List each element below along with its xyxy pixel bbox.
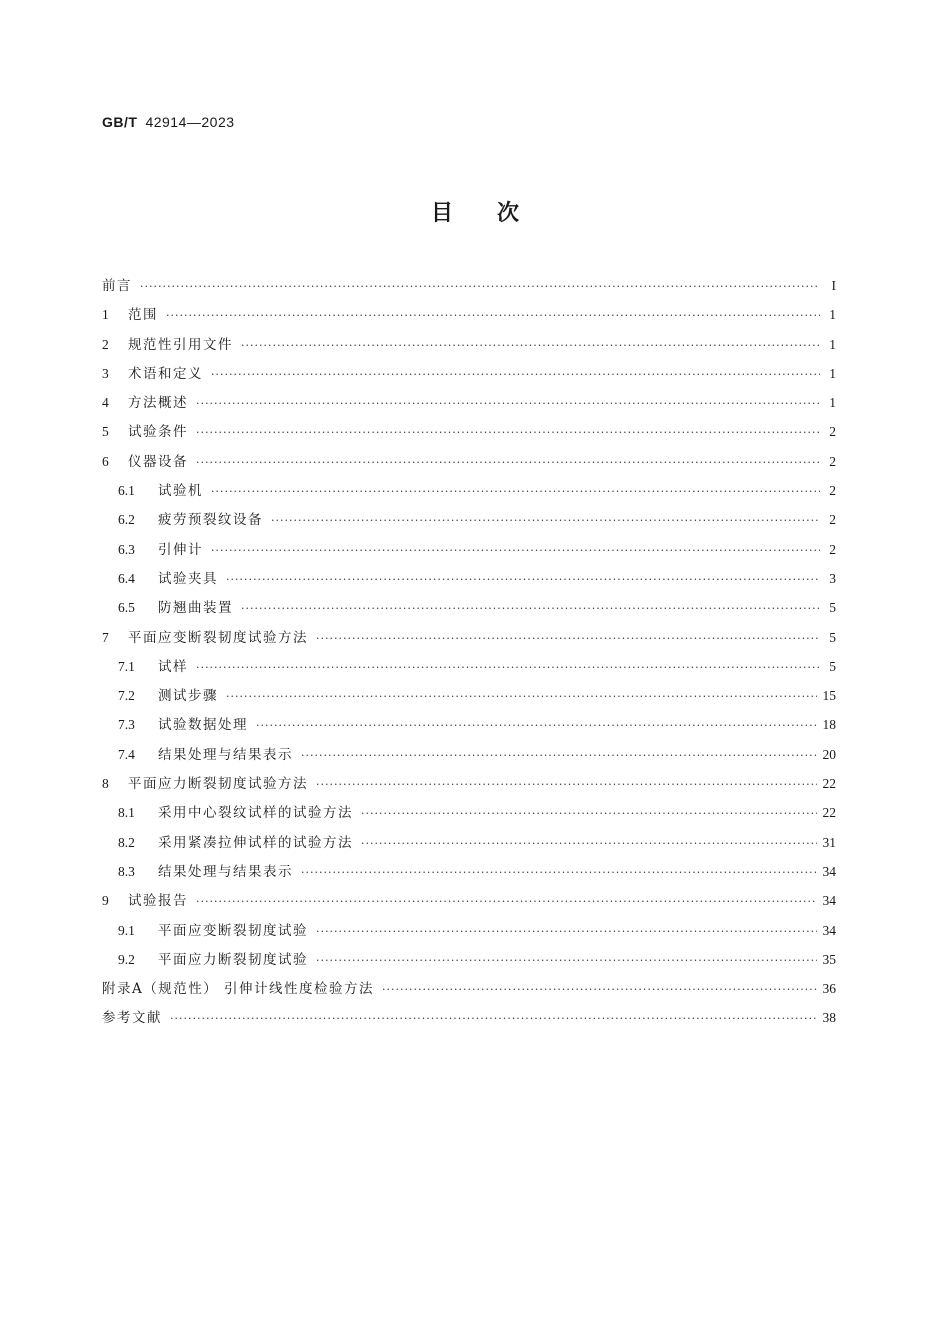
toc-entry-label: 平面应变断裂韧度试验方法	[128, 629, 308, 646]
toc-entry[interactable]	[102, 652, 836, 681]
toc-entry-label: 平面应力断裂韧度试验	[158, 951, 308, 968]
toc-entry[interactable]	[102, 710, 836, 739]
page-title: 目次	[430, 201, 563, 226]
toc-leader-dots	[211, 536, 820, 565]
toc-entry-label: 采用中心裂纹试样的试验方法	[158, 805, 353, 822]
toc-leader-dots	[170, 1004, 817, 1033]
toc-leader-dots	[211, 477, 820, 506]
table-of-contents	[102, 271, 836, 1033]
toc-leader-dots	[226, 682, 817, 711]
toc-entry[interactable]	[102, 476, 836, 505]
toc-entry-number: 7.3	[118, 717, 135, 733]
toc-entry-number: 6.3	[118, 541, 135, 557]
toc-entry-page: 20	[822, 746, 836, 762]
toc-leader-dots	[196, 887, 817, 916]
toc-entry-label: 试验报告	[128, 893, 188, 910]
toc-entry-page: 35	[822, 951, 836, 967]
toc-leader-dots	[361, 829, 817, 858]
toc-entry-number: 6.2	[118, 512, 135, 528]
toc-entry[interactable]	[102, 388, 836, 417]
toc-entry[interactable]	[102, 623, 836, 652]
toc-entry-number: 6.1	[118, 483, 135, 499]
standard-code-prefix: GB/T	[102, 114, 138, 130]
toc-leader-dots	[241, 331, 820, 360]
toc-entry-label: 规范性引用文件	[128, 336, 233, 353]
toc-entry-label: 仪器设备	[128, 453, 188, 470]
toc-entry-number: 7	[102, 629, 109, 645]
toc-entry-number: 6.4	[118, 570, 135, 586]
toc-entry-number: 8	[102, 776, 109, 792]
toc-entry[interactable]	[102, 447, 836, 476]
toc-entry-number: 7.1	[118, 658, 135, 674]
toc-entry-number: 9.1	[118, 922, 135, 938]
toc-entry[interactable]	[102, 330, 836, 359]
toc-entry[interactable]	[102, 505, 836, 534]
toc-entry-label: 试验机	[158, 483, 203, 500]
toc-entry-label: 采用紧凑拉伸试样的试验方法	[158, 834, 353, 851]
toc-entry-label: 结果处理与结果表示	[158, 746, 293, 763]
toc-entry[interactable]	[102, 417, 836, 446]
standard-code	[102, 114, 235, 130]
toc-entry-number: 8.3	[118, 863, 135, 879]
toc-entry-page: 1	[829, 365, 836, 381]
toc-entry-label: 试验条件	[128, 424, 188, 441]
toc-leader-dots	[316, 770, 817, 799]
toc-entry[interactable]	[102, 1003, 836, 1032]
toc-entry-number: 6.5	[118, 600, 135, 616]
toc-leader-dots	[301, 741, 817, 770]
toc-entry[interactable]	[102, 828, 836, 857]
toc-entry-page: 22	[822, 805, 836, 821]
toc-entry-page: 5	[829, 629, 836, 645]
toc-entry[interactable]	[102, 945, 836, 974]
toc-entry[interactable]	[102, 300, 836, 329]
toc-entry[interactable]	[102, 857, 836, 886]
toc-leader-dots	[226, 565, 820, 594]
toc-leader-dots	[211, 360, 820, 389]
toc-entry-page: 22	[822, 776, 836, 792]
toc-leader-dots	[241, 594, 820, 623]
toc-entry-number: 3	[102, 365, 109, 381]
toc-entry-label: 引伸计	[158, 541, 203, 558]
toc-entry[interactable]	[102, 740, 836, 769]
toc-entry[interactable]	[102, 769, 836, 798]
toc-entry-number: 2	[102, 336, 109, 352]
toc-entry-label: 方法概述	[128, 395, 188, 412]
toc-leader-dots	[166, 301, 820, 330]
toc-entry-label: 术语和定义	[128, 365, 203, 382]
toc-entry-label: 疲劳预裂纹设备	[158, 512, 263, 529]
toc-entry-number: 7.2	[118, 688, 135, 704]
toc-entry-number: 7.4	[118, 746, 135, 762]
toc-entry-page: 2	[829, 424, 836, 440]
toc-entry[interactable]	[102, 974, 836, 1003]
toc-entry[interactable]	[102, 798, 836, 827]
toc-entry-label: 范围	[128, 307, 158, 324]
toc-entry-number: 4	[102, 395, 109, 411]
toc-leader-dots	[196, 653, 820, 682]
toc-leader-dots	[196, 389, 820, 418]
toc-leader-dots	[316, 917, 817, 946]
toc-entry-number: 8.2	[118, 834, 135, 850]
toc-entry[interactable]	[102, 593, 836, 622]
toc-entry-number: 9	[102, 893, 109, 909]
toc-entry-label: 测试步骤	[158, 688, 218, 705]
toc-entry-label: 参考文献	[102, 1010, 162, 1027]
toc-leader-dots	[361, 799, 817, 828]
toc-leader-dots	[316, 624, 820, 653]
toc-entry-page: 36	[822, 981, 836, 997]
toc-entry-label: 试验数据处理	[158, 717, 248, 734]
toc-entry-label: 结果处理与结果表示	[158, 863, 293, 880]
toc-entry[interactable]	[102, 359, 836, 388]
toc-entry-page: 2	[829, 512, 836, 528]
toc-entry-page: 34	[822, 863, 836, 879]
toc-entry-page: 3	[829, 570, 836, 586]
toc-entry-page: 1	[829, 307, 836, 323]
toc-entry-page: 18	[822, 717, 836, 733]
toc-entry[interactable]	[102, 535, 836, 564]
toc-entry-page: 5	[829, 658, 836, 674]
toc-entry-page: 15	[822, 688, 836, 704]
toc-entry-page: 31	[822, 834, 836, 850]
toc-entry[interactable]	[102, 271, 836, 300]
toc-leader-dots	[196, 448, 820, 477]
toc-entry-label: 前言	[102, 278, 132, 294]
toc-entry-page: 1	[829, 395, 836, 411]
toc-entry-page: 2	[829, 541, 836, 557]
toc-entry[interactable]	[102, 681, 836, 710]
toc-entry-label: 附录A（规范性） 引伸计线性度检验方法	[102, 981, 375, 998]
toc-entry-number: 6	[102, 453, 109, 469]
toc-entry-label: 平面应力断裂韧度试验方法	[128, 776, 308, 793]
toc-entry-number: 5	[102, 424, 109, 440]
standard-code-number: 42914—2023	[145, 114, 235, 130]
toc-leader-dots	[316, 946, 817, 975]
toc-entry[interactable]	[102, 886, 836, 915]
toc-leader-dots	[140, 272, 820, 301]
toc-leader-dots	[256, 711, 817, 740]
toc-entry[interactable]	[102, 564, 836, 593]
toc-entry-page: 2	[829, 453, 836, 469]
toc-entry-page: 1	[829, 336, 836, 352]
toc-entry-number: 8.1	[118, 805, 135, 821]
toc-entry-number: 9.2	[118, 951, 135, 967]
toc-leader-dots	[382, 975, 816, 1004]
toc-entry[interactable]	[102, 916, 836, 945]
toc-entry-page: 38	[822, 1010, 836, 1026]
toc-entry-page: I	[831, 278, 836, 293]
toc-leader-dots	[196, 418, 820, 447]
toc-entry-label: 防翘曲装置	[158, 600, 233, 617]
toc-leader-dots	[271, 506, 820, 535]
toc-entry-label: 试样	[158, 658, 188, 675]
toc-entry-page: 2	[829, 483, 836, 499]
toc-entry-page: 34	[822, 922, 836, 938]
toc-entry-number: 1	[102, 307, 109, 323]
toc-entry-label: 试验夹具	[158, 570, 218, 587]
toc-entry-page: 34	[822, 893, 836, 909]
toc-entry-page: 5	[829, 600, 836, 616]
toc-entry-label: 平面应变断裂韧度试验	[158, 922, 308, 939]
toc-leader-dots	[301, 858, 817, 887]
